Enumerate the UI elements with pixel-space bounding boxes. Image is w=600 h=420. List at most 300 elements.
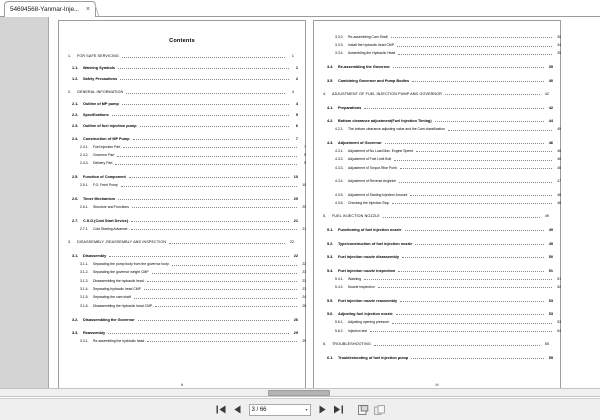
toc-entry-page-number: 50 bbox=[548, 255, 553, 260]
toc-entry[interactable] bbox=[68, 111, 298, 117]
toc-entry-page-number: 10 bbox=[302, 183, 306, 188]
last-page-icon[interactable] bbox=[332, 403, 345, 416]
toc-entry-label: Injection test bbox=[348, 328, 368, 333]
toc-entry-number: 2. bbox=[68, 89, 72, 94]
page-folio-right: iiii bbox=[435, 383, 439, 387]
toc-entry[interactable] bbox=[323, 178, 561, 184]
toc-entry-page-number: 22 bbox=[289, 239, 294, 244]
toc-entry-page-number: 23 bbox=[302, 270, 306, 275]
toc-entry-label: Disassembling the Governor bbox=[83, 317, 135, 322]
toc-entry-label: Specifications bbox=[83, 112, 109, 117]
toc-entry-page-number: 39 bbox=[548, 65, 553, 70]
toc-entry-number: 5.2. bbox=[327, 241, 334, 246]
toc-entry-page-number: 10 bbox=[293, 175, 298, 180]
toc-entry-label: ADJUSTMENT OF FUEL INJECTION PUMP AND GOVERNOR bbox=[332, 91, 442, 96]
toc-entry[interactable] bbox=[68, 261, 306, 267]
toc-leader-dots bbox=[115, 160, 297, 165]
toc-entry[interactable] bbox=[323, 126, 561, 132]
toc-entry-page-number: 45 bbox=[557, 127, 561, 132]
toc-leader-dots bbox=[435, 117, 544, 122]
first-page-icon[interactable] bbox=[215, 403, 228, 416]
toc-entry-page-number: 42 bbox=[544, 91, 549, 96]
toc-entry-number: 3.3.4. bbox=[335, 51, 344, 56]
toc-entry[interactable] bbox=[323, 33, 561, 39]
toc-entry-label: Assembling the Hydraulic Head bbox=[348, 51, 396, 56]
toc-entry-number: 5.6.2. bbox=[335, 328, 344, 333]
toc-entry-number: 4.2.1. bbox=[335, 127, 344, 132]
toc-entry-label: F.O. Feed Pump bbox=[93, 183, 118, 188]
toc-entry[interactable] bbox=[323, 283, 561, 289]
toc-leader-dots bbox=[118, 195, 289, 200]
toc-entry-number: 5.4.2. bbox=[335, 284, 344, 289]
toc-entry-page-number: 22 bbox=[302, 262, 306, 267]
toc-entry-number: 2.5. bbox=[72, 175, 79, 180]
previous-page-icon[interactable] bbox=[231, 403, 244, 416]
toc-entry-number: 5.6.1. bbox=[335, 320, 344, 325]
toc-entry[interactable] bbox=[323, 327, 561, 333]
toc-entry[interactable] bbox=[323, 191, 561, 197]
toc-entry[interactable] bbox=[323, 319, 561, 325]
toc-entry-number: 3.1. bbox=[72, 254, 79, 259]
toc-leader-dots bbox=[412, 77, 544, 82]
toc-leader-dots bbox=[112, 111, 289, 116]
toc-entry-number: 2.1. bbox=[72, 101, 79, 106]
toc-leader-dots bbox=[134, 294, 297, 299]
toc-entry-page-number: 44 bbox=[548, 119, 553, 124]
toc-entry-number: 3.5. bbox=[327, 78, 334, 83]
toc-leader-dots bbox=[109, 252, 289, 257]
toc-list-right bbox=[321, 33, 561, 361]
toc-leader-dots bbox=[402, 253, 544, 258]
toc-entry-number: 3.1.3. bbox=[80, 278, 89, 283]
toc-entry-label: Adjustment of Governor bbox=[338, 141, 382, 146]
toc-entry[interactable] bbox=[68, 53, 294, 59]
toc-entry-label: Governor Part bbox=[93, 153, 115, 158]
toc-entry-label: Troubleshooting of fuel injection pump bbox=[338, 356, 409, 361]
toc-entry-page-number: 46 bbox=[557, 165, 561, 170]
toc-leader-dots bbox=[121, 182, 297, 187]
toc-leader-dots bbox=[131, 217, 289, 222]
toc-entry-label: GENERAL INFORMATION bbox=[77, 89, 124, 94]
toc-leader-dots bbox=[364, 104, 544, 109]
toc-entry[interactable] bbox=[68, 225, 306, 231]
toc-entry-label: Adjusting fuel injection nozzle bbox=[338, 312, 393, 317]
toc-entry-label: Structure and Functions bbox=[93, 204, 129, 209]
toc-leader-dots bbox=[108, 329, 289, 334]
toc-entry-number: 2.6. bbox=[72, 197, 79, 202]
toc-leader-dots bbox=[132, 203, 297, 208]
toc-entry[interactable] bbox=[68, 135, 298, 141]
toc-entry[interactable] bbox=[68, 152, 306, 158]
toc-entry[interactable] bbox=[323, 310, 553, 316]
toc-entry[interactable] bbox=[68, 239, 294, 245]
toc-entry-label: Washing bbox=[348, 276, 362, 281]
toc-entry-number: 4.1. bbox=[327, 105, 334, 110]
toc-entry-label: Checking the Injection Stop bbox=[348, 200, 390, 205]
toc-entry-page-number: 49 bbox=[548, 228, 553, 233]
toc-entry-page-number: 42 bbox=[548, 105, 553, 110]
toc-entry-label: C.S.D.(Cold Start Device) bbox=[83, 219, 129, 223]
toc-entry-label: Fuel injection nozzle reassembly bbox=[338, 298, 398, 303]
toc-leader-dots bbox=[397, 42, 552, 47]
toc-entry-page-number: 23 bbox=[302, 278, 306, 283]
toc-entry[interactable] bbox=[323, 42, 561, 48]
toc-entry-number: 6. bbox=[323, 341, 327, 346]
toc-entry-label: Type/construction of fuel injection nozzle bbox=[338, 241, 413, 246]
toc-entry-page-number: 53 bbox=[548, 298, 553, 303]
toc-entry[interactable] bbox=[68, 329, 298, 335]
toc-leader-dots bbox=[392, 199, 552, 204]
toc-entry-label: Disassembly bbox=[83, 254, 107, 259]
toc-entry-page-number: 7 bbox=[304, 144, 306, 149]
toc-entry-number: 4.3.3. bbox=[335, 165, 344, 170]
close-icon[interactable]: × bbox=[85, 6, 90, 13]
toc-entry-label: Adjustment of Fuel Limit Bolt bbox=[348, 157, 392, 162]
page-folio-left: iii bbox=[180, 383, 184, 387]
toc-entry[interactable] bbox=[68, 294, 306, 300]
toc-entry-label: Bottom clearance adjustment(Fuel Injection Timing) bbox=[338, 119, 432, 124]
page-title: Contents bbox=[169, 38, 195, 44]
toc-entry[interactable] bbox=[68, 316, 298, 322]
toc-entry[interactable] bbox=[323, 63, 553, 69]
toc-entry-page-number: 46 bbox=[557, 157, 561, 162]
toc-entry-number: 3.2. bbox=[72, 317, 79, 322]
toc-entry[interactable] bbox=[68, 100, 298, 106]
toc-entry-number: 4.3. bbox=[327, 141, 334, 146]
toc-entry-number: 2.4.2. bbox=[80, 153, 89, 158]
horizontal-scrollbar[interactable] bbox=[0, 388, 600, 397]
toc-entry[interactable] bbox=[68, 277, 306, 283]
toc-leader-dots bbox=[118, 64, 289, 69]
toc-leader-dots bbox=[131, 225, 297, 230]
toc-entry-label: Fuel injection nozzle inspection bbox=[338, 268, 396, 273]
toc-entry-label: Disassembling the hydraulic head bbox=[93, 278, 144, 283]
toc-entry-page-number: 26 bbox=[293, 317, 298, 322]
toc-entry-page-number: 23 bbox=[302, 286, 306, 291]
toc-entry[interactable] bbox=[323, 253, 553, 259]
toc-entry-number: 2.7.1. bbox=[80, 226, 89, 231]
toc-leader-dots bbox=[400, 297, 544, 302]
toc-leader-dots bbox=[129, 173, 289, 178]
toc-entry[interactable] bbox=[323, 267, 553, 273]
toc-entry[interactable] bbox=[323, 50, 561, 56]
toc-entry[interactable] bbox=[68, 337, 306, 343]
toc-leader-dots bbox=[140, 122, 289, 127]
toc-entry-page-number: 4 bbox=[295, 101, 298, 106]
toc-entry-label: TROUBLESHOOTING bbox=[332, 341, 371, 346]
toc-entry-label: Adjustment of Reverse Angleich bbox=[348, 179, 397, 184]
toc-entry-page-number: 1 bbox=[291, 54, 294, 59]
toc-entry-page-number: 1 bbox=[295, 66, 298, 71]
viewer-toolbar bbox=[0, 398, 600, 420]
toc-entry-page-number: 53 bbox=[548, 312, 553, 317]
toc-leader-dots bbox=[394, 156, 552, 161]
browser-tab-title: 54694568-Yanmar-Inje... bbox=[10, 6, 80, 13]
toc-leader-dots bbox=[155, 302, 297, 307]
toc-leader-dots bbox=[385, 139, 544, 144]
toc-entry-page-number: 49 bbox=[544, 214, 549, 218]
pdf-viewer bbox=[0, 17, 600, 420]
toc-leader-dots bbox=[416, 147, 552, 152]
toc-entry-label: Functioning of fuel injection nozzle bbox=[338, 228, 402, 233]
toc-entry-number: 4.3.5. bbox=[335, 192, 344, 197]
toc-entry-page-number: 48 bbox=[557, 192, 561, 197]
toc-leader-dots bbox=[410, 191, 552, 196]
toc-entry-page-number: 5 bbox=[295, 112, 298, 117]
toc-entry[interactable] bbox=[323, 147, 561, 153]
toc-leader-dots bbox=[169, 239, 285, 244]
toc-entry-page-number: 48 bbox=[557, 200, 561, 205]
toc-entry-label: Adjusting opening pressure bbox=[348, 320, 390, 325]
toc-entry-page-number: 34 bbox=[557, 43, 561, 48]
toc-entry-label: DISASSEMBLY ,REASSEMBLY AND INSPECTION bbox=[77, 239, 167, 244]
toc-entry-page-number: 9 bbox=[304, 161, 306, 166]
toc-leader-dots bbox=[126, 89, 285, 94]
toc-leader-dots bbox=[147, 277, 297, 282]
toc-entry-page-number: 22 bbox=[293, 254, 298, 259]
toc-entry[interactable] bbox=[323, 354, 553, 360]
toc-entry[interactable] bbox=[323, 199, 561, 205]
toc-entry-page-number: 21 bbox=[302, 226, 306, 231]
toc-entry-label: Adjustment of No Load Max. Engine Speed bbox=[348, 148, 414, 153]
toc-entry-page-number: 53 bbox=[557, 320, 561, 325]
toc-entry-number: 3.1.6. bbox=[80, 303, 89, 308]
toc-entry-page-number: 7 bbox=[295, 137, 298, 142]
toc-leader-dots bbox=[152, 269, 297, 274]
toc-leader-dots bbox=[396, 310, 544, 315]
toc-entry-page-number: 29 bbox=[302, 338, 306, 343]
browser-tab-strip bbox=[0, 0, 600, 17]
toc-entry-number: 5.6. bbox=[327, 312, 334, 317]
toc-entry-label: Adjustment of Torque-Rise Point bbox=[348, 165, 397, 170]
toc-entry[interactable] bbox=[323, 117, 553, 123]
toc-entry[interactable] bbox=[323, 90, 549, 96]
toc-entry[interactable] bbox=[68, 302, 306, 308]
toc-entry-number: 4.3.6. bbox=[335, 200, 344, 205]
toc-entry-label: Outline of MP pump bbox=[83, 101, 119, 106]
toc-entry-page-number: 21 bbox=[293, 219, 298, 223]
toc-entry-number: 2.7. bbox=[72, 219, 79, 223]
toc-entry[interactable] bbox=[68, 203, 306, 209]
document-page-right bbox=[313, 20, 561, 394]
toc-entry-label: Function of Component bbox=[83, 175, 126, 180]
toc-entry-page-number: 4 bbox=[291, 89, 294, 94]
toc-entry-number: 2.2. bbox=[72, 112, 79, 117]
toc-entry-number: 2.4.3. bbox=[80, 161, 89, 166]
toc-entry-page-number: 20 bbox=[302, 204, 306, 209]
toc-entry-label: Fuel Injection Part bbox=[93, 144, 121, 149]
single-page-view-icon[interactable] bbox=[357, 403, 370, 416]
toc-entry-label: Separating the governor weight CMP bbox=[93, 270, 149, 275]
toc-leader-dots bbox=[122, 100, 289, 105]
toc-entry-page-number: 55 bbox=[544, 341, 549, 346]
toc-entry-page-number: 2 bbox=[295, 77, 298, 82]
toc-entry-page-number: 25 bbox=[302, 303, 306, 308]
toc-entry-number: 5.1. bbox=[327, 228, 334, 233]
toc-entry[interactable] bbox=[323, 213, 549, 219]
toc-leader-dots bbox=[374, 341, 540, 346]
page-number-input[interactable] bbox=[249, 404, 311, 416]
toc-entry-number: 4.3.4. bbox=[335, 179, 344, 184]
toc-entry-label: Safety Precautions bbox=[83, 77, 118, 82]
toc-entry-number: 5.3. bbox=[327, 255, 334, 260]
toc-entry-label: Warning Symbols bbox=[83, 66, 115, 71]
toc-entry-number: 4.3.2. bbox=[335, 157, 344, 162]
toc-leader-dots bbox=[415, 240, 544, 245]
toc-entry[interactable] bbox=[323, 139, 553, 145]
toc-entry-number: 3.1.2. bbox=[80, 270, 89, 275]
toc-leader-dots bbox=[370, 327, 552, 332]
browser-tab[interactable] bbox=[4, 1, 96, 17]
toc-entry-page-number: 51 bbox=[557, 276, 561, 281]
toc-entry-number: 2.5.1. bbox=[80, 183, 89, 188]
toc-entry-label: Outline of fuel injection pump bbox=[83, 123, 137, 128]
toc-entry[interactable] bbox=[68, 285, 306, 291]
toc-entry-number: 4.3.1. bbox=[335, 148, 344, 153]
toc-entry-number: 3.3.3. bbox=[335, 43, 344, 48]
toc-entry[interactable] bbox=[68, 122, 298, 128]
toc-entry-page-number: 9 bbox=[304, 153, 306, 158]
toc-leader-dots bbox=[445, 90, 540, 95]
toc-entry-label: Install the hydraulic head CMP bbox=[348, 43, 394, 48]
toc-leader-dots bbox=[383, 213, 540, 218]
toc-entry-label: Separating the pump body from the governor body bbox=[93, 262, 169, 267]
next-page-icon[interactable] bbox=[316, 403, 329, 416]
toc-entry-label: Combining Governor and Pump Bodies bbox=[338, 78, 410, 83]
toc-entry-page-number: 51 bbox=[548, 268, 553, 273]
toc-entry-page-number: 46 bbox=[557, 148, 561, 153]
toc-entry-page-number: 40 bbox=[548, 78, 553, 83]
toc-entry-page-number: 54 bbox=[557, 328, 561, 333]
toc-entry-number: 5.5. bbox=[327, 298, 334, 303]
toc-leader-dots bbox=[364, 275, 552, 280]
toc-entry-label: FOR SAFE SERVICING bbox=[77, 54, 119, 59]
toc-leader-dots bbox=[122, 53, 285, 58]
toc-entry-number: 6.1. bbox=[327, 356, 334, 361]
toc-entry-label: Separating the cam shaft bbox=[93, 295, 131, 300]
toc-entry-page-number: 49 bbox=[548, 241, 553, 246]
toc-entry[interactable] bbox=[323, 164, 561, 170]
toc-entry-page-number: 52 bbox=[557, 284, 561, 289]
toc-leader-dots bbox=[391, 33, 552, 38]
facing-page-view-icon[interactable] bbox=[373, 403, 386, 416]
toc-entry-number: 2.4. bbox=[72, 137, 79, 142]
toc-entry[interactable] bbox=[68, 64, 298, 70]
toc-entry[interactable] bbox=[68, 173, 298, 179]
toc-leader-dots bbox=[411, 354, 544, 359]
toc-leader-dots bbox=[117, 152, 297, 157]
toc-leader-dots bbox=[144, 285, 297, 290]
toc-entry-number: 1.2. bbox=[72, 77, 79, 82]
toc-entry-number: 4.2. bbox=[327, 119, 334, 124]
toc-entry[interactable] bbox=[323, 77, 553, 83]
toc-entry-label: Preparations bbox=[338, 105, 362, 110]
toc-leader-dots bbox=[393, 63, 544, 68]
toc-entry-number: 3.3.2. bbox=[335, 34, 344, 39]
toc-entry-number: 2.6.1. bbox=[80, 204, 89, 209]
toc-entry-label: Adjustment of Starting Injection Amount bbox=[348, 192, 408, 197]
toc-entry[interactable] bbox=[68, 160, 306, 166]
chevron-down-icon[interactable]: ▾ bbox=[305, 406, 308, 412]
toc-entry[interactable] bbox=[323, 341, 549, 347]
toc-entry[interactable] bbox=[68, 182, 306, 188]
toc-entry-label: Re-assembling the Governor bbox=[338, 65, 390, 70]
toc-entry-page-number: 46 bbox=[548, 141, 553, 146]
toc-leader-dots bbox=[138, 316, 289, 321]
toc-entry-page-number: 47 bbox=[557, 179, 561, 184]
document-canvas bbox=[49, 17, 600, 397]
viewer-sidebar-panel[interactable] bbox=[0, 17, 49, 397]
toc-leader-dots bbox=[448, 126, 552, 131]
horizontal-scrollbar-thumb[interactable] bbox=[268, 390, 330, 396]
toc-leader-dots bbox=[123, 143, 297, 148]
toc-entry-page-number: 30 bbox=[557, 34, 561, 39]
toc-entry-label: Timer Mechanism bbox=[83, 197, 116, 202]
toc-entry[interactable] bbox=[68, 217, 298, 223]
toc-entry-number: 3.1.5. bbox=[80, 295, 89, 300]
toc-entry-label: Reassembly bbox=[83, 331, 106, 336]
toc-entry-page-number: 55 bbox=[548, 356, 553, 361]
toc-leader-dots bbox=[405, 226, 545, 231]
toc-leader-dots bbox=[172, 261, 297, 266]
toc-entry-number: 3.1.1. bbox=[80, 262, 89, 267]
toc-entry-number: 1.1. bbox=[72, 66, 79, 71]
toc-entry-number: 3.3. bbox=[72, 331, 79, 336]
toc-leader-dots bbox=[399, 178, 552, 183]
toc-entry-number: 5.4. bbox=[327, 268, 334, 273]
toc-entry-label: The bottom clearance adjusting value and the Cam classification bbox=[348, 127, 445, 132]
toc-entry-number: 5. bbox=[323, 214, 327, 218]
toc-leader-dots bbox=[392, 319, 552, 324]
toc-entry-label: Re-assembling Cam Shaft bbox=[348, 34, 388, 39]
toc-entry[interactable] bbox=[68, 269, 306, 275]
toc-leader-dots bbox=[133, 135, 289, 140]
toc-leader-dots bbox=[120, 75, 289, 80]
toc-entry-number: 3. bbox=[68, 239, 72, 244]
toc-entry[interactable] bbox=[323, 226, 553, 232]
toc-entry-number: 4. bbox=[323, 91, 327, 96]
toc-entry-number: 2.3. bbox=[72, 123, 79, 128]
toc-entry-page-number: 35 bbox=[557, 51, 561, 56]
toc-entry-page-number: 29 bbox=[293, 331, 298, 336]
toc-leader-dots bbox=[398, 267, 544, 272]
toc-entry[interactable] bbox=[323, 275, 561, 281]
toc-entry[interactable] bbox=[68, 195, 298, 201]
toc-entry[interactable] bbox=[68, 252, 298, 258]
toc-entry-page-number: 20 bbox=[293, 197, 298, 202]
toc-entry[interactable] bbox=[68, 75, 298, 81]
toc-entry-label: Delivery Part bbox=[93, 161, 113, 166]
toc-entry-label: Re-assembling the hydraulic head bbox=[93, 338, 145, 343]
toc-entry-label: Construction of MP Pump bbox=[83, 137, 130, 142]
toc-entry[interactable] bbox=[323, 297, 553, 303]
toc-entry-label: Fuel injection nozzle disassembly bbox=[338, 255, 399, 260]
toc-entry-number: 1. bbox=[68, 54, 72, 59]
toc-entry-label: Nozzle inspection bbox=[348, 284, 375, 289]
toc-entry-label: Disassembling the hydraulic head CMP bbox=[93, 303, 153, 308]
toc-entry[interactable] bbox=[68, 143, 306, 149]
page-number-value: 3 / 66 bbox=[251, 406, 267, 413]
toc-leader-dots bbox=[147, 337, 297, 342]
toc-leader-dots bbox=[378, 283, 552, 288]
toc-entry[interactable] bbox=[323, 240, 553, 246]
toc-leader-dots bbox=[400, 164, 552, 169]
toc-entry[interactable] bbox=[323, 104, 553, 110]
toc-entry[interactable] bbox=[68, 89, 294, 95]
toc-entry-number: 2.4.1. bbox=[80, 144, 89, 149]
toc-entry[interactable] bbox=[323, 156, 561, 162]
toc-entry-number: 3.4. bbox=[327, 65, 334, 70]
